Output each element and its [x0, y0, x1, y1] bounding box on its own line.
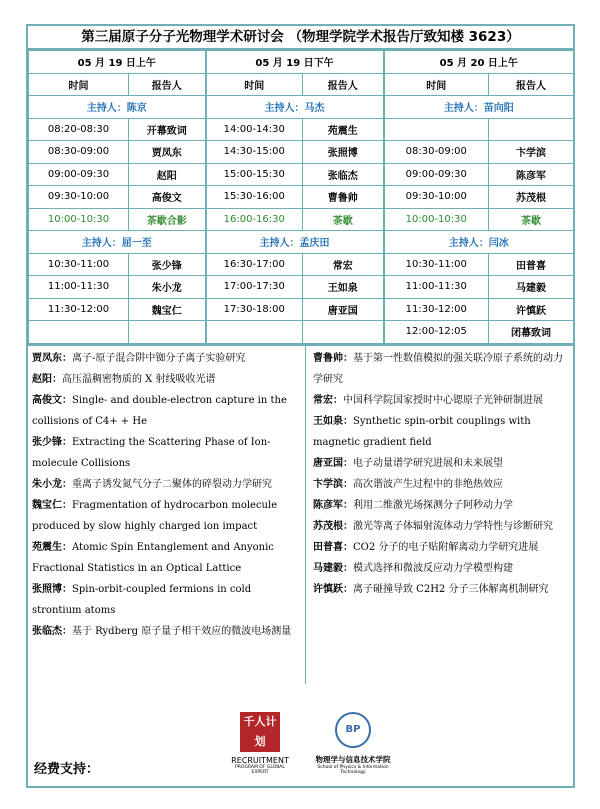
speaker-cell: 王如泉	[303, 276, 384, 299]
schedule-row	[29, 253, 574, 276]
speaker-cell: 开幕致词	[129, 118, 206, 141]
time-cell	[384, 118, 489, 141]
col-time: 时间	[29, 73, 129, 96]
host-cell: 主持人：屈一至	[29, 231, 206, 254]
schedule-table	[28, 50, 574, 344]
speaker-cell: 茶歇	[489, 208, 574, 231]
abstract-entry	[313, 495, 569, 516]
speaker-cell: 魏宝仁	[129, 298, 206, 321]
speaker-cell: 卞学滨	[489, 141, 574, 164]
recruitment-logo-mark: 千人计划	[240, 712, 280, 752]
schedule-row	[29, 118, 574, 141]
page-title: 第三届原子分子光物理学术研讨会 （物理学院学术报告厅致知楼 3623）	[81, 29, 520, 45]
speaker-cell: 苑震生	[303, 118, 384, 141]
school-logo-sub: School of Physics & Information Technology	[317, 765, 389, 775]
abstract-speaker: 曹鲁帅：	[313, 353, 353, 364]
abstract-entry	[32, 432, 300, 474]
schedule-row	[29, 276, 574, 299]
abstract-speaker: 陈彦军：	[313, 500, 353, 511]
recruitment-logo-caption: RECRUITMENT	[231, 756, 289, 765]
abstract-speaker: 苑震生：	[32, 542, 72, 553]
abstract-speaker: 田普喜：	[313, 542, 353, 553]
abstract-title: Atomic Spin Entanglement and Anyonic Fractional Statistics in an Optical Lattice	[32, 542, 274, 574]
abstracts-left	[32, 348, 300, 642]
speaker-cell: 张临杰	[303, 163, 384, 186]
host-cell: 主持人：闫冰	[384, 231, 574, 254]
host-cell: 主持人：孟庆田	[206, 231, 384, 254]
time-cell	[206, 321, 303, 344]
recruitment-logo-sub: PROGRAM OF GLOBAL EXPERT	[235, 765, 285, 775]
host-cell: 主持人：陈京	[29, 96, 206, 119]
speaker-cell: 高俊文	[129, 186, 206, 209]
abstract-title: 高次谐波产生过程中的非绝热效应	[353, 479, 503, 490]
abstract-speaker: 魏宝仁：	[32, 500, 72, 511]
abstract-title: CO2 分子的电子贴附解离动力学研究进展	[353, 542, 539, 553]
abstract-title: 基于 Rydberg 原子量子相干效应的微波电场测量	[72, 626, 292, 637]
abstract-speaker: 张照博：	[32, 584, 72, 595]
abstract-entry	[313, 537, 569, 558]
abstract-entry	[313, 411, 569, 453]
abstract-speaker: 张少锋：	[32, 437, 72, 448]
abstract-speaker: 苏茂根：	[313, 521, 353, 532]
abstract-title: 利用二维激光场探测分子阿秒动力学	[353, 500, 513, 511]
abstract-title: Single- and double-electron capture in the collisions of C4+ + He	[32, 395, 287, 427]
abstract-title: 基于第一性数值模拟的强关联冷原子系统的动力学研究	[313, 353, 563, 385]
abstract-speaker: 卞学滨：	[313, 479, 353, 490]
time-cell: 10:30-11:00	[29, 253, 129, 276]
host-cell: 主持人：马杰	[206, 96, 384, 119]
abstract-title: 模式选择和微波反应动力学模型构建	[353, 563, 513, 574]
abstract-entry	[32, 495, 300, 537]
abstract-speaker: 马建毅：	[313, 563, 353, 574]
abstract-speaker: 高俊文：	[32, 395, 72, 406]
schedule-row	[29, 163, 574, 186]
speaker-cell: 苏茂根	[489, 186, 574, 209]
time-cell: 17:00-17:30	[206, 276, 303, 299]
abstract-speaker: 许慎跃：	[313, 584, 353, 595]
time-cell: 15:30-16:00	[206, 186, 303, 209]
abstract-entry	[313, 390, 569, 411]
abstract-speaker: 朱小龙：	[32, 479, 72, 490]
abstract-speaker: 唐亚国：	[313, 458, 353, 469]
speaker-cell: 赵阳	[129, 163, 206, 186]
abstract-entry	[32, 369, 300, 390]
column-divider	[305, 344, 306, 684]
time-cell: 11:30-12:00	[384, 298, 489, 321]
abstract-title: Extracting the Scattering Phase of Ion-molecule Collisions	[32, 437, 271, 469]
abstract-entry	[313, 516, 569, 537]
abstract-title: 离子-原子混合阱中铷分子离子实验研究	[72, 353, 246, 364]
abstract-title: Spin-orbit-coupled fermions in cold strontium atoms	[32, 584, 252, 616]
schedule-row	[29, 186, 574, 209]
time-cell: 08:30-09:00	[29, 141, 129, 164]
host-cell: 主持人：苗向阳	[384, 96, 574, 119]
speaker-cell: 张少锋	[129, 253, 206, 276]
abstract-entry	[32, 474, 300, 495]
abstract-title: Synthetic spin-orbit couplings with magnetic gradient field	[313, 416, 531, 448]
time-cell: 16:30-17:00	[206, 253, 303, 276]
day-header: 05 月 19 日上午	[29, 51, 206, 74]
abstract-entry	[313, 579, 569, 600]
col-time: 时间	[384, 73, 489, 96]
abstract-entry	[32, 348, 300, 369]
abstract-title: 激光等离子体辐射流体动力学特性与诊断研究	[353, 521, 553, 532]
time-cell: 09:30-10:00	[29, 186, 129, 209]
schedule-row	[29, 208, 574, 231]
abstracts-right	[313, 348, 569, 600]
time-cell: 15:00-15:30	[206, 163, 303, 186]
schedule-row	[29, 141, 574, 164]
abstract-title: Fragmentation of hydrocarbon molecule produced by slow highly charged ion impact	[32, 500, 278, 532]
abstract-entry	[32, 390, 300, 432]
school-logo-caption: 物理学与信息技术学院	[315, 755, 391, 764]
speaker-cell: 茶歇合影	[129, 208, 206, 231]
abstract-entry	[32, 537, 300, 579]
speaker-cell: 唐亚国	[303, 298, 384, 321]
section-divider	[26, 344, 575, 346]
school-logo-badge: BP	[335, 712, 371, 748]
time-cell: 09:00-09:30	[384, 163, 489, 186]
schedule-row	[29, 96, 574, 119]
school-logo	[308, 712, 398, 776]
time-cell: 16:00-16:30	[206, 208, 303, 231]
funding-label: 经费支持：	[34, 762, 100, 777]
schedule-row	[29, 298, 574, 321]
time-cell	[29, 321, 129, 344]
speaker-cell: 许慎跃	[489, 298, 574, 321]
col-speaker: 报告人	[129, 73, 206, 96]
schedule-row	[29, 73, 574, 96]
time-cell: 12:00-12:05	[384, 321, 489, 344]
speaker-cell: 陈彦军	[489, 163, 574, 186]
time-cell: 11:00-11:30	[29, 276, 129, 299]
speaker-cell: 朱小龙	[129, 276, 206, 299]
abstract-entry	[313, 558, 569, 579]
abstract-title: 高压温稠密物质的 X 射线吸收光谱	[62, 374, 216, 385]
abstract-entry	[32, 621, 300, 642]
abstract-speaker: 张临杰：	[32, 626, 72, 637]
abstract-speaker: 常宏：	[313, 395, 343, 406]
time-cell: 14:30-15:00	[206, 141, 303, 164]
time-cell: 11:30-12:00	[29, 298, 129, 321]
abstract-speaker: 贾凤东：	[32, 353, 72, 364]
speaker-cell: 闭幕致词	[489, 321, 574, 344]
speaker-cell: 常宏	[303, 253, 384, 276]
speaker-cell	[129, 321, 206, 344]
abstract-title: 离子碰撞导致 C2H2 分子三体解离机制研究	[353, 584, 549, 595]
schedule-row	[29, 231, 574, 254]
abstract-speaker: 王如泉：	[313, 416, 353, 427]
day-header: 05 月 20 日上午	[384, 51, 574, 74]
speaker-cell: 贾凤东	[129, 141, 206, 164]
abstract-title: 电子动量谱学研究进展和未来展望	[353, 458, 503, 469]
day-header: 05 月 19 日下午	[206, 51, 384, 74]
col-speaker: 报告人	[489, 73, 574, 96]
recruitment-logo	[230, 712, 290, 776]
schedule-row	[29, 321, 574, 344]
time-cell: 14:00-14:30	[206, 118, 303, 141]
time-cell: 17:30-18:00	[206, 298, 303, 321]
schedule-row	[29, 51, 574, 74]
col-time: 时间	[206, 73, 303, 96]
speaker-cell: 茶歇	[303, 208, 384, 231]
abstract-speaker: 赵阳：	[32, 374, 62, 385]
abstract-title: 中国科学院国家授时中心锶原子光钟研制进展	[343, 395, 543, 406]
time-cell: 10:00-10:30	[384, 208, 489, 231]
time-cell: 09:00-09:30	[29, 163, 129, 186]
time-cell: 09:30-10:00	[384, 186, 489, 209]
abstract-entry	[32, 579, 300, 621]
time-cell: 11:00-11:30	[384, 276, 489, 299]
time-cell: 08:30-09:00	[384, 141, 489, 164]
abstract-title: 重离子诱发氮气分子二聚体的碎裂动力学研究	[72, 479, 272, 490]
time-cell: 10:30-11:00	[384, 253, 489, 276]
speaker-cell	[489, 118, 574, 141]
abstract-entry	[313, 453, 569, 474]
speaker-cell: 曹鲁帅	[303, 186, 384, 209]
speaker-cell: 张照博	[303, 141, 384, 164]
time-cell: 10:00-10:30	[29, 208, 129, 231]
time-cell: 08:20-08:30	[29, 118, 129, 141]
abstract-entry	[313, 348, 569, 390]
abstract-entry	[313, 474, 569, 495]
col-speaker: 报告人	[303, 73, 384, 96]
speaker-cell: 田普喜	[489, 253, 574, 276]
speaker-cell: 马建毅	[489, 276, 574, 299]
speaker-cell	[303, 321, 384, 344]
